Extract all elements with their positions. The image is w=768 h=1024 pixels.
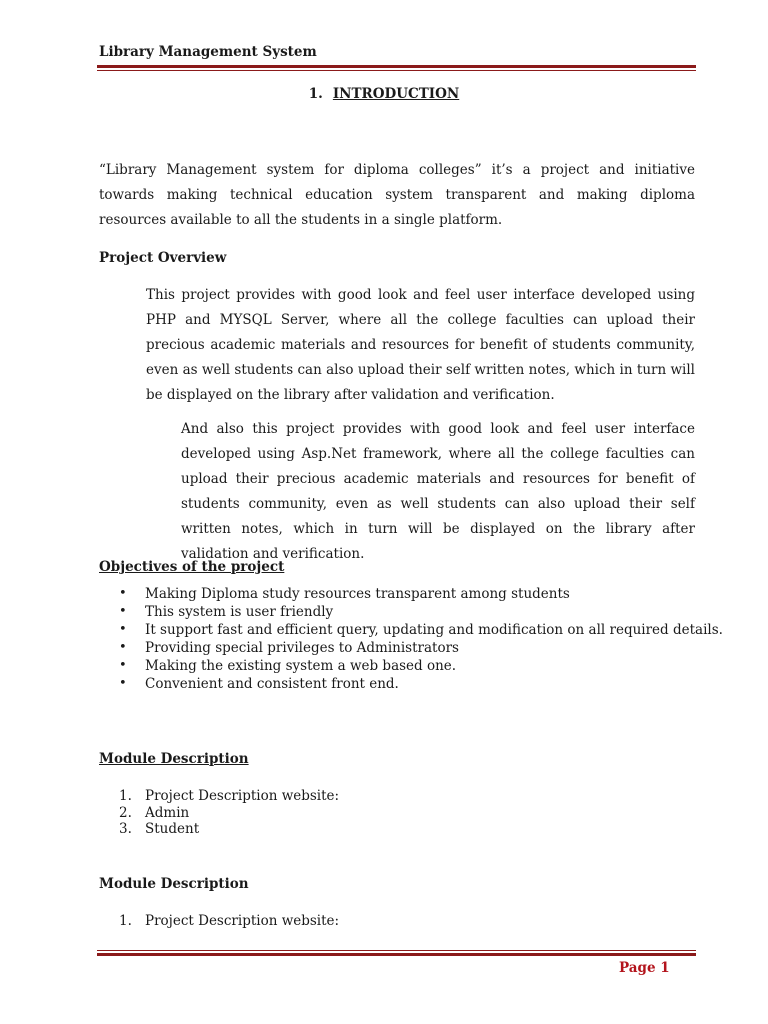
list-item: • Making Diploma study resources transparent among students: [119, 586, 570, 602]
module-list: [99, 788, 339, 838]
bullet-icon: •: [119, 676, 127, 691]
overview-paragraph-2: And also this project provides with good look and feel user interface developed using Asp.Net framework, where all the college faculties can upload their precious academic materials and resources for benefit of students community, even as well students can also upload their self written notes, which in turn will be displayed on the library after validation and verification.: [181, 421, 695, 562]
list-item: 1. Project Description website:: [119, 913, 340, 929]
footer-rule-thin: [97, 950, 696, 951]
list-item: • It support fast and efficient query, updating and modification on all required details.: [119, 622, 723, 638]
module-list-2: [99, 912, 339, 930]
list-item: 3. Student: [119, 821, 200, 837]
project-overview-heading: Project Overview: [99, 250, 227, 266]
intro-paragraph: “Library Management system for diploma colleges” it’s a project and initiative towards making technical education system transparent and making diploma resources available to all the students in a single platform.: [99, 162, 695, 228]
bullet-icon: •: [119, 640, 127, 655]
header-rule-thin: [97, 70, 696, 71]
page-number: Page 1: [619, 960, 670, 976]
list-item: 2. Admin: [119, 804, 190, 821]
header-rule-thick: [97, 65, 696, 68]
bullet-icon: •: [119, 586, 127, 601]
list-item: • Making the existing system a web based one.: [119, 658, 457, 674]
list-item: 1. Project Description website:: [119, 788, 340, 804]
bullet-icon: •: [119, 622, 127, 637]
section-heading: [0, 86, 768, 102]
module-description-heading: Module Description: [99, 751, 249, 767]
overview-paragraph-1: This project provides with good look and feel user interface developed using PHP and MYSQL Server, where all the college faculties can upload their precious academic materials and resources for benefit of students community, even as well students can also upload their self written notes, which in turn will be displayed on the library after validation and verification.: [146, 287, 695, 403]
bullet-icon: •: [119, 658, 127, 673]
section-number: 1.: [308, 86, 323, 102]
section-title: INTRODUCTION: [332, 86, 460, 102]
bullet-icon: •: [119, 604, 127, 619]
list-item: • Providing special privileges to Administrators: [119, 640, 459, 656]
list-item: • Convenient and consistent front end.: [119, 676, 399, 692]
objectives-list: [99, 585, 723, 693]
list-item: • This system is user friendly: [119, 604, 334, 620]
footer-rule-thick: [97, 953, 696, 956]
running-header-title: Library Management System: [99, 44, 317, 60]
module-description-heading-2: Module Description: [99, 876, 249, 892]
objectives-heading: Objectives of the project: [99, 559, 285, 575]
